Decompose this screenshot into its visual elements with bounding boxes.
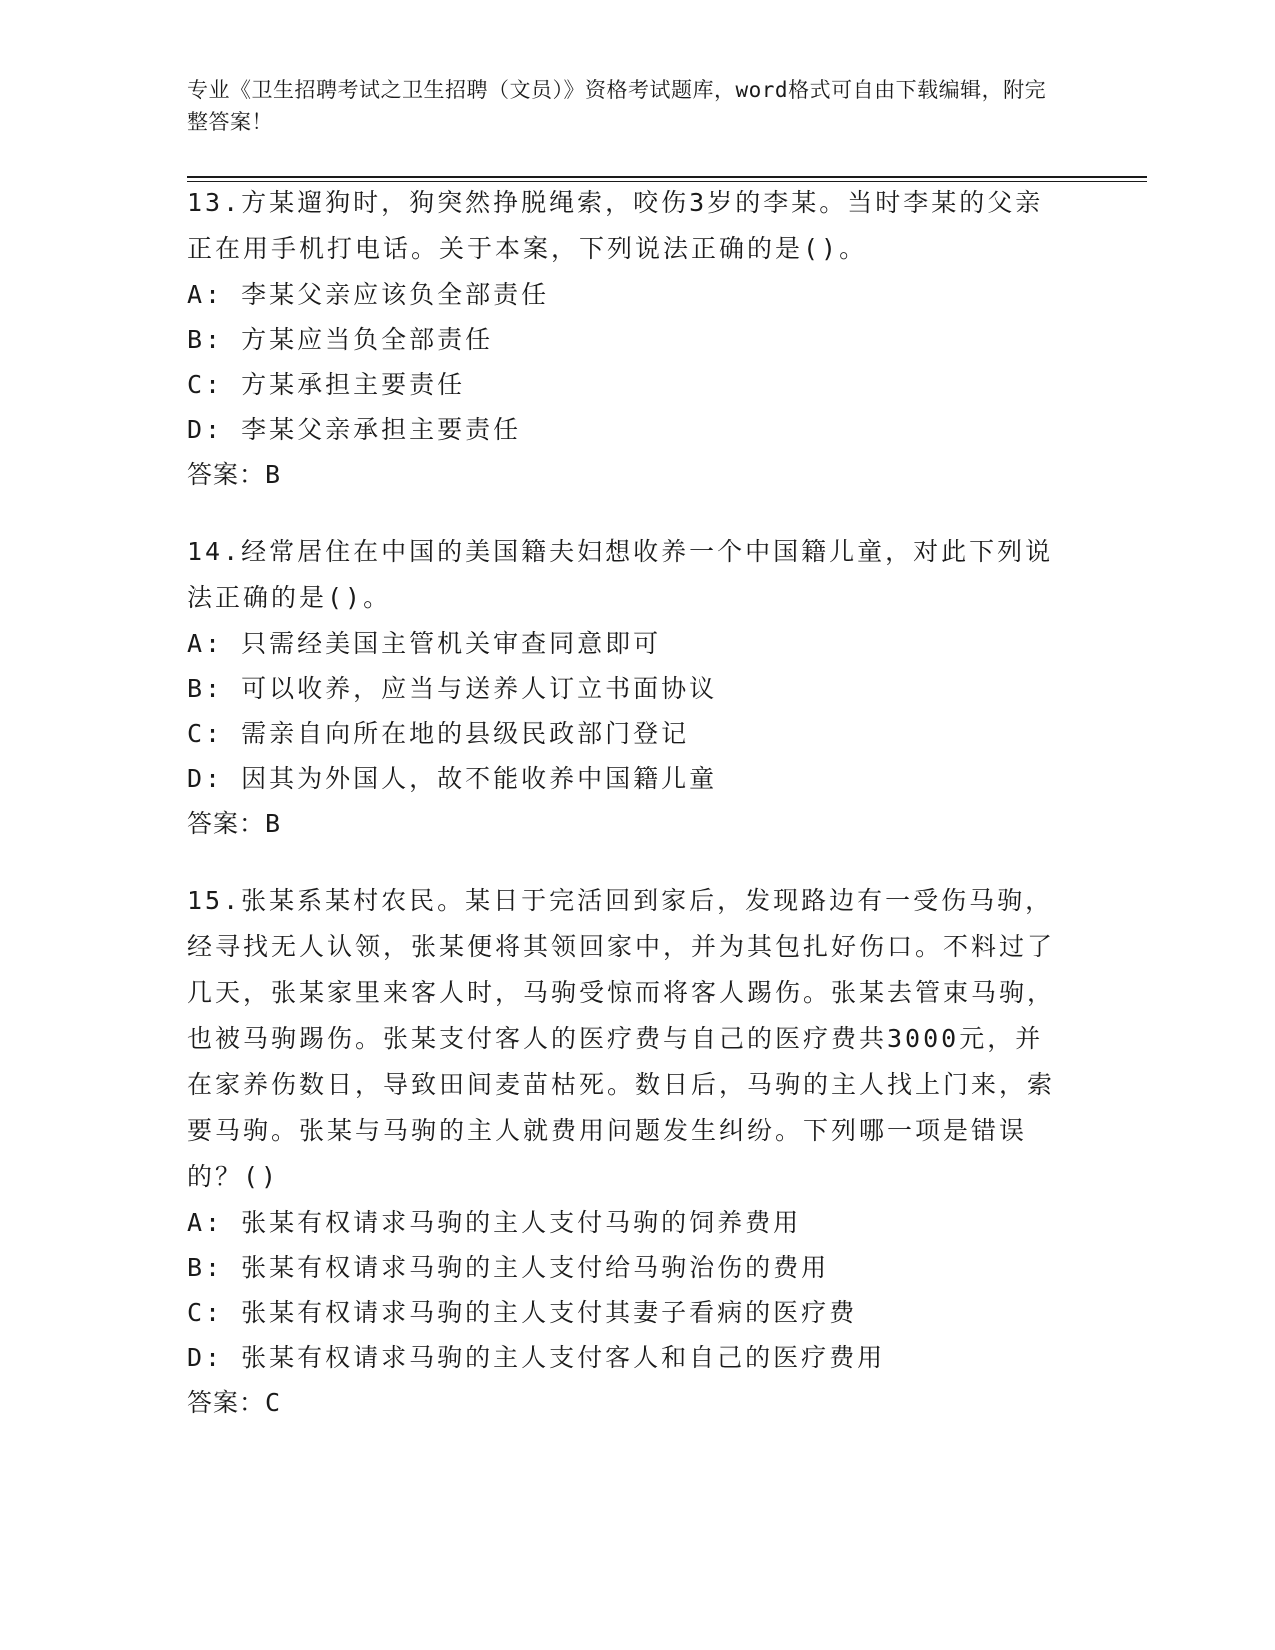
- option-c: C: 张某有权请求马驹的主人支付其妻子看病的医疗费: [187, 1298, 858, 1327]
- question-13: [187, 180, 1067, 498]
- question-15: [187, 878, 1067, 1426]
- question-stem: 14.经常居住在中国的美国籍夫妇想收养一个中国籍儿童，对此下列说法正确的是()。: [187, 537, 1054, 612]
- question-stem: 13.方某遛狗时，狗突然挣脱绳索，咬伤3岁的李某。当时李某的父亲正在用手机打电话。关于本案，下列说法正确的是()。: [187, 188, 1044, 263]
- option-c: C: 方某承担主要责任: [187, 370, 466, 399]
- option-d: D: 张某有权请求马驹的主人支付客人和自己的医疗费用: [187, 1343, 886, 1372]
- answer-value: B: [265, 809, 282, 838]
- option-b: B: 张某有权请求马驹的主人支付给马驹治伤的费用: [187, 1253, 830, 1282]
- answer-label: 答案：: [187, 460, 266, 489]
- header-note: 专业《卫生招聘考试之卫生招聘（文员）》资格考试题库，word格式可自由下载编辑，附完整答案！: [187, 78, 1047, 134]
- option-a: A: 只需经美国主管机关审查同意即可: [187, 629, 662, 658]
- option-a: A: 张某有权请求马驹的主人支付马驹的饲养费用: [187, 1208, 802, 1237]
- answer-line: [187, 1380, 1067, 1426]
- answer-line: [187, 801, 1067, 847]
- option-a: A: 李某父亲应该负全部责任: [187, 280, 550, 309]
- answer-line: [187, 452, 1067, 498]
- question-stem: 15.张某系某村农民。某日于完活回到家后，发现路边有一受伤马驹，经寻找无人认领，张某便将其领回家中，并为其包扎好伤口。不料过了几天，张某家里来客人时，马驹受惊而将客人踢伤。张某去管束马驹，也被马驹踢伤。张某支付客人的医疗费与自己的医疗费共3000元，并在家养伤数日，导致田间麦苗枯死。数日后，马驹的主人找上门来，索要马驹。张某与马驹的主人就费用问题发生纠纷。下列哪一项是错误的？(): [187, 886, 1056, 1191]
- option-d: D: 李某父亲承担主要责任: [187, 415, 522, 444]
- option-b: B: 可以收养，应当与送养人订立书面协议: [187, 674, 718, 703]
- answer-label: 答案：: [187, 809, 266, 838]
- answer-value: B: [265, 460, 282, 489]
- option-d: D: 因其为外国人，故不能收养中国籍儿童: [187, 764, 718, 793]
- option-c: C: 需亲自向所在地的县级民政部门登记: [187, 719, 690, 748]
- answer-label: 答案：: [187, 1388, 266, 1417]
- answer-value: C: [265, 1388, 282, 1417]
- question-14: [187, 529, 1067, 847]
- header-divider-thick: [187, 176, 1147, 178]
- option-b: B: 方某应当负全部责任: [187, 325, 494, 354]
